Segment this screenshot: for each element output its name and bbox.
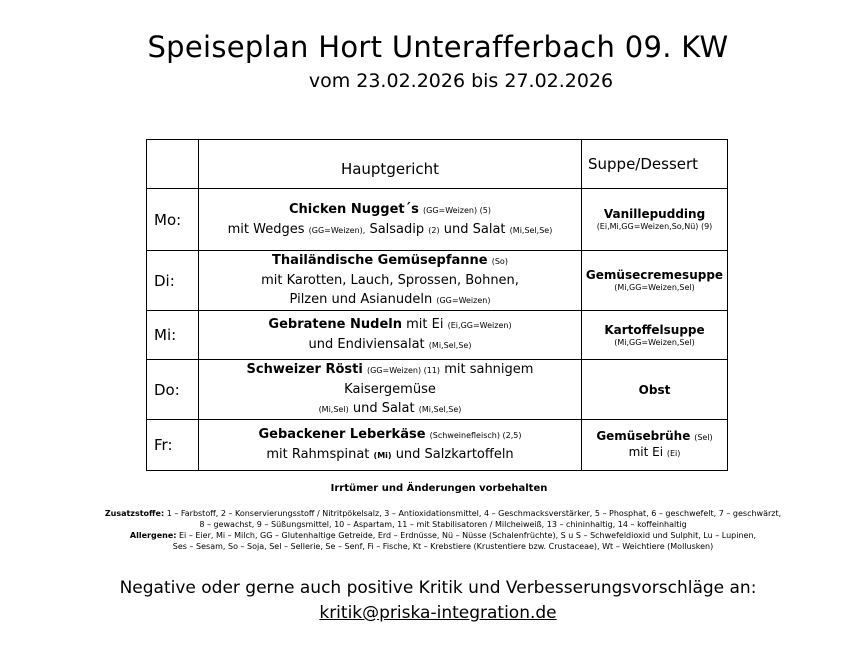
allergens-text: Ei – Eier, Mi – Milch, GG – Glutenhaltige Getreide, Erd – Erdnüsse, Nü – Nüsse (Schalenfrüchte), S u S – Schwefeldioxid und Sulphit, Lu – Lupinen, <box>179 531 757 540</box>
feedback-email-link[interactable]: kritik@priska-integration.de <box>319 603 557 623</box>
side-dish-cell <box>582 360 728 420</box>
allergen-tag: (GG=Weizen) <box>436 296 491 305</box>
allergen-tag: (GG=Weizen), <box>308 225 366 235</box>
menu-table <box>146 139 728 471</box>
main-dish-line-2 <box>199 335 581 355</box>
dish-text: mit Ei <box>406 317 444 332</box>
main-dish-cell <box>199 251 582 311</box>
side-dish-line-2 <box>582 443 727 461</box>
main-dish-line-2 <box>199 399 581 419</box>
day-label: Di: <box>147 251 199 311</box>
allergen-tag: (Ei,GG=Weizen) <box>447 321 512 330</box>
main-dish-line-2 <box>199 220 581 240</box>
allergen-tag: (GG=Weizen) (5) <box>423 205 491 215</box>
page-title: Speiseplan Hort Unterafferbach 09. KW <box>147 30 729 64</box>
table-row-monday <box>147 189 728 251</box>
allergen-tag: (Ei) <box>666 449 681 458</box>
main-dish-line-1 <box>199 425 581 445</box>
dish-name: Gebratene Nudeln <box>268 317 402 332</box>
allergen-tag: (So) <box>491 257 508 266</box>
main-dish-cell <box>199 360 582 420</box>
allergen-tag: (Schweinefleisch) (2,5) <box>429 431 522 440</box>
side-dish-name: Gemüsebrühe <box>596 429 691 443</box>
disclaimer: Irrtümer und Änderungen vorbehalten <box>330 483 548 494</box>
dish-name: Chicken Nugget´s <box>288 201 419 217</box>
dish-name: Schweizer Rösti <box>246 362 363 377</box>
allergen-tag: (Sel) <box>694 433 713 442</box>
allergen-tag: (Mi,Sel,Se) <box>428 341 472 350</box>
dish-text: Salsadip <box>369 221 425 237</box>
side-dish-cell <box>582 251 728 311</box>
side-dish-name: Gemüsecremesuppe <box>585 268 724 282</box>
allergen-tag: (Mi,GG=Weizen,Sel) <box>614 337 695 347</box>
legend <box>60 508 826 552</box>
main-dish-line-1 <box>199 360 581 399</box>
dish-text: und Endiviensalat <box>308 337 425 352</box>
table-row-wednesday <box>147 311 728 360</box>
additives-line-1 <box>60 508 826 519</box>
main-dish-cell <box>199 420 582 471</box>
main-dish-line-1 <box>199 251 581 271</box>
allergen-tag: (Mi) <box>373 451 392 460</box>
day-label: Mi: <box>147 311 199 360</box>
side-dish-name: Kartoffelsuppe <box>604 322 705 337</box>
allergen-tag: (2) <box>428 225 440 235</box>
additives-text: 1 – Farbstoff, 2 – Konservierungsstoff / Nitritpökelsalz, 3 – Antioxidationsmittel, 4 – Geschmacksverstärker, 5 – Phosphat, 6 – geschwefelt, 7 – geschwärzt, <box>166 509 782 518</box>
table-row-tuesday <box>147 251 728 311</box>
side-dish-cell <box>582 420 728 471</box>
additives-label: Zusatzstoffe: <box>104 509 165 518</box>
dish-text: mit Rahmspinat <box>266 447 370 462</box>
side-dish-name: Vanillepudding <box>603 207 706 221</box>
main-dish-line-3 <box>199 290 581 310</box>
side-dish-cell <box>582 311 728 360</box>
main-dish-line-2: mit Karotten, Lauch, Sprossen, Bohnen, <box>261 273 519 288</box>
dish-text: mit sahnigem Kaisergemüse <box>344 362 534 397</box>
main-dish-line-1 <box>199 200 581 220</box>
table-header-row <box>147 140 728 189</box>
day-label: Fr: <box>147 420 199 471</box>
table-row-friday <box>147 420 728 471</box>
dish-name: Gebackener Leberkäse <box>258 427 426 442</box>
allergens-line-1 <box>60 530 826 541</box>
dish-text: und Salat <box>443 221 506 237</box>
main-dish-cell <box>199 189 582 251</box>
side-dish-text: mit Ei <box>628 445 664 459</box>
additives-line-2: 8 – gewachst, 9 – Süßungsmittel, 10 – Aspartam, 11 – mit Stabilisatoren / Milcheiweiß, 13 – chininhaltig, 14 – koffeinhaltig <box>199 520 687 529</box>
dish-text: Pilzen und Asianudeln <box>289 292 433 307</box>
dish-text: und Salat <box>352 401 415 416</box>
allergens-line-2: Ses – Sesam, So – Soja, Sel – Sellerie, Se – Senf, Fi – Fische, Kt – Krebstiere (Krustentiere bzw. Crustaceae), Wt – Weichtiere (Mollusken) <box>172 542 714 551</box>
allergen-tag: (Ei,Mi,GG=Weizen,So,Nü) (9) <box>596 222 713 231</box>
table-row-thursday <box>147 360 728 420</box>
dish-text: mit Wedges <box>227 221 305 237</box>
allergen-tag: (GG=Weizen) (11) <box>366 366 441 375</box>
feedback-text: Negative oder gerne auch positive Kritik und Verbesserungsvorschläge an: <box>119 578 757 598</box>
day-label: Do: <box>147 360 199 420</box>
allergen-tag: (Mi,GG=Weizen,Sel) <box>614 283 695 292</box>
dish-name: Thailändische Gemüsepfanne <box>272 253 488 268</box>
header-soup-dessert: Suppe/Dessert <box>582 140 728 189</box>
side-dish-cell <box>582 189 728 251</box>
allergen-tag: (Mi,Sel,Se) <box>418 405 462 414</box>
header-empty-cell <box>147 140 199 189</box>
day-label: Mo: <box>147 189 199 251</box>
side-dish-line-1 <box>582 429 727 443</box>
feedback-footer <box>0 576 866 626</box>
main-dish-line-2 <box>199 445 581 465</box>
main-dish-line-1 <box>199 315 581 335</box>
side-dish-name: Obst <box>638 382 671 397</box>
dish-text: und Salzkartoffeln <box>395 447 514 462</box>
header-main-dish: Hauptgericht <box>199 140 582 189</box>
date-range: vom 23.02.2026 bis 27.02.2026 <box>308 70 614 92</box>
main-dish-cell <box>199 311 582 360</box>
allergens-label: Allergene: <box>129 531 177 540</box>
allergen-tag: (Mi,Sel,Se) <box>509 225 553 235</box>
allergen-tag: (Mi,Sel) <box>318 405 349 414</box>
